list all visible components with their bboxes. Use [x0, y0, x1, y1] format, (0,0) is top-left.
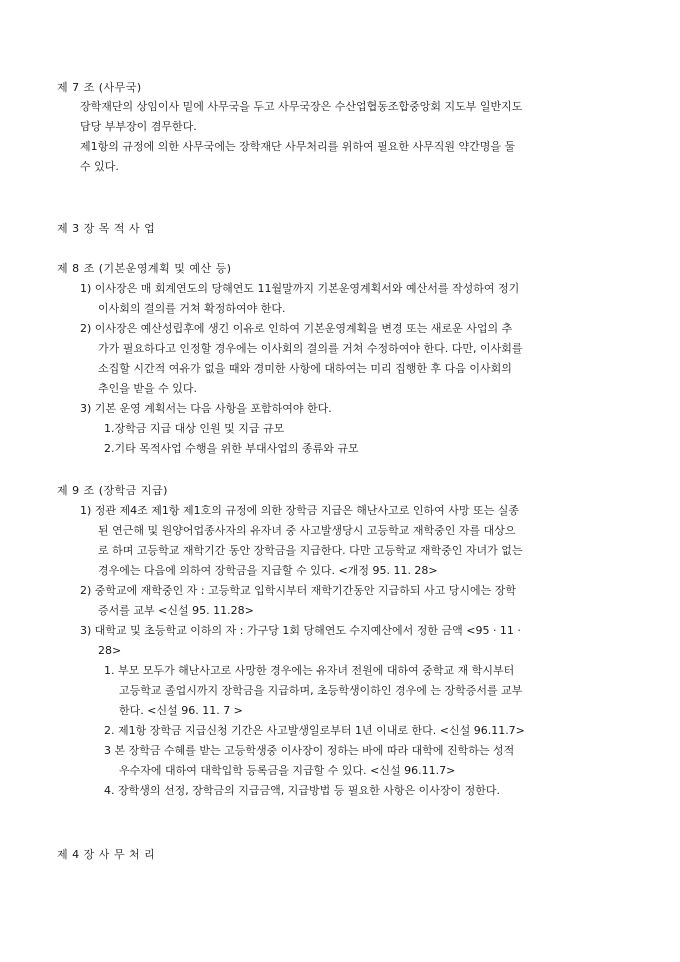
article-9-line: 고등학교 졸업시까지 장학금을 지급하며, 초등학생이하인 경우에 는 장학증서를 교부: [119, 684, 523, 697]
chapter-3-heading: 제 3 장 목 적 사 업: [57, 222, 156, 235]
article-8-line: 2) 이사장은 예산성립후에 생긴 이유로 인하여 기본운영계획을 변경 또는 새로운 사업의 추: [80, 322, 513, 335]
article-9-line: 28>: [98, 644, 122, 657]
article-9-line: 1. 부모 모두가 해난사고로 사망한 경우에는 유자녀 전원에 대하여 중학교 재 학시부터: [104, 664, 515, 677]
article-9-line: 한다. <신설 96. 11. 7 >: [119, 704, 243, 717]
article-7-title: 제 7 조 (사무국): [57, 81, 142, 94]
article-9-line: 우수자에 대하여 대학입학 등록금을 지급할 수 있다. <신설 96.11.7>: [119, 764, 456, 777]
article-8-line: 이사회의 결의를 거쳐 확정하여야 한다.: [98, 302, 286, 315]
article-8-title: 제 8 조 (기본운영계획 및 예산 등): [57, 262, 232, 275]
article-9-line: 3) 대학교 및 초등학교 이하의 자 : 가구당 1회 당해연도 수지예산에서 정한 금액 <95 · 11 ·: [80, 624, 521, 637]
article-8-line: 3) 기본 운영 계획서는 다음 사항을 포함하여야 한다.: [80, 402, 332, 415]
article-8-line: 1) 이사장은 매 회계연도의 당해연도 11월말까지 기본운영계획서와 예산서를 작성하여 정기: [80, 282, 520, 295]
article-8-line: 가가 필요하다고 인정할 경우에는 이사회의 결의를 거쳐 수정하여야 한다. 다만, 이사회를: [98, 342, 523, 355]
article-7-line: 담당 부부장이 겸무한다.: [80, 120, 197, 133]
article-7-line: 장학재단의 상임이사 밑에 사무국을 두고 사무국장은 수산업협동조합중앙회 지도부 일반지도: [80, 100, 523, 113]
article-8-line: 소집할 시간적 여유가 없을 때와 경미한 사항에 대하여는 미리 집행한 후 다음 이사회의: [98, 362, 512, 375]
article-7-line: 수 있다.: [80, 160, 119, 173]
article-7-line: 제1항의 규정에 의한 사무국에는 장학재단 사무처리를 위하여 필요한 사무직원 약간명을 둘: [80, 140, 516, 153]
article-9-line: 4. 장학생의 선정, 장학금의 지급금액, 지급방법 등 필요한 사항은 이사장이 정한다.: [104, 784, 500, 797]
article-9-line: 경우에는 다음에 의하여 장학금을 지급할 수 있다. <개정 95. 11. 28>: [98, 564, 438, 577]
article-9-line: 로 하며 고등학교 재학기간 동안 장학금을 지급한다. 다만 고등학교 재학중인 자녀가 없는: [98, 544, 523, 557]
article-9-line: 2. 제1항 장학금 지급신청 기간은 사고발생일로부터 1년 이내로 한다. <신설 96.11.7>: [104, 724, 525, 737]
article-9-title: 제 9 조 (장학금 지급): [57, 484, 168, 497]
article-8-line: 2.기타 목적사업 수행을 위한 부대사업의 종류와 규모: [104, 442, 359, 455]
article-9-line: 2) 중학교에 재학중인 자 : 고등학교 입학시부터 재학기간동안 지급하되 사고 당시에는 장학: [80, 584, 516, 597]
article-9-line: 증서를 교부 <신설 95. 11.28>: [98, 604, 254, 617]
article-9-line: 된 연근해 및 원양어업종사자의 유자녀 중 사고발생당시 고등학교 재학중인 자를 대상으: [98, 524, 516, 537]
article-8-line: 1.장학금 지급 대상 인원 및 지급 규모: [104, 422, 285, 435]
article-9-line: 1) 정관 제4조 제1항 제1호의 규정에 의한 장학금 지급은 해난사고로 인하여 사망 또는 실종: [80, 504, 520, 517]
article-9-line: 3 본 장학금 수혜를 받는 고등학생중 이사장이 정하는 바에 따라 대학에 진학하는 성적: [104, 744, 515, 757]
article-8-line: 추인을 받을 수 있다.: [98, 382, 197, 395]
chapter-4-heading: 제 4 장 사 무 처 리: [57, 848, 156, 861]
